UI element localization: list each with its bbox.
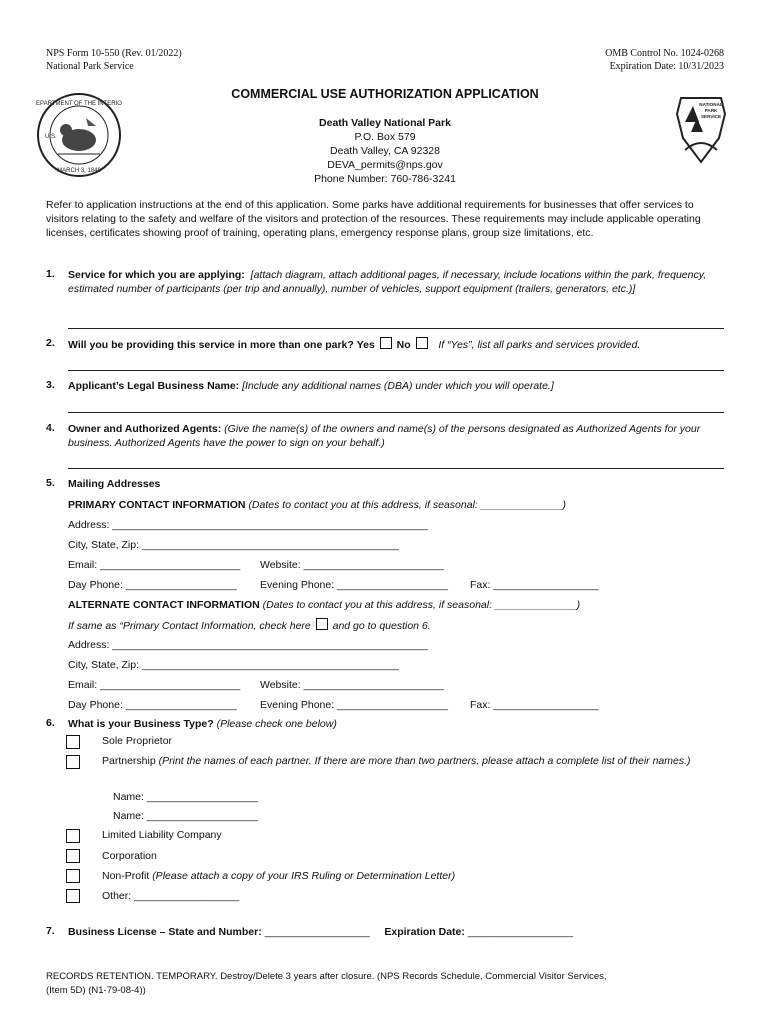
q1-hint: [attach diagram, attach additional pages, if necessary, include locations within the park, frequency, estimated number of participants (per trip and annually), number of vehicles, support equipment (trailers, generators, etc.)] xyxy=(68,269,707,295)
expiration-date: Expiration Date: 10/31/2023 xyxy=(609,61,724,72)
q5-number: 5. xyxy=(46,477,55,489)
q1-text xyxy=(68,268,728,296)
q2-yes-checkbox[interactable] xyxy=(380,337,392,349)
primary-fax-field[interactable]: Fax: __________________ xyxy=(470,579,599,591)
omb-control: OMB Control No. 1024-0268 xyxy=(605,48,724,59)
svg-text:SERVICE: SERVICE xyxy=(700,114,722,119)
license-expiration-field[interactable]: __________________ xyxy=(467,926,573,938)
q1-label: Service for which you are applying: xyxy=(68,269,245,281)
same-as-primary-checkbox[interactable] xyxy=(316,618,328,630)
llc-label: Limited Liability Company xyxy=(102,829,222,841)
q4-number: 4. xyxy=(46,422,55,434)
svg-text:NATIONAL: NATIONAL xyxy=(699,102,723,107)
q3-hint: [Include any additional names (DBA) under which you will operate.] xyxy=(242,380,554,392)
sole-proprietor-checkbox[interactable] xyxy=(66,735,80,749)
q1-answer-line[interactable] xyxy=(68,328,724,329)
primary-evening-phone-field[interactable]: Evening Phone: ___________________ xyxy=(260,579,449,591)
llc-checkbox[interactable] xyxy=(66,829,80,843)
park-email: DEVA_permits@nps.gov xyxy=(327,159,443,171)
primary-city-field[interactable]: City, State, Zip: ____________________________________________ xyxy=(68,539,399,551)
q4-hint: (Give the name(s) of the owners and name(s) of the persons designated as Authorized Agents for your business. Authorized Agents have the power to sign on your behalf.) xyxy=(68,423,701,449)
alternate-day-phone-field[interactable]: Day Phone: ___________________ xyxy=(68,699,237,711)
park-address-block xyxy=(0,116,770,186)
primary-contact-hint: (Dates to contact you at this address, if seasonal: ______________) xyxy=(248,499,566,511)
alternate-contact-heading xyxy=(68,598,580,612)
q4-text xyxy=(68,422,728,450)
partnership-checkbox[interactable] xyxy=(66,755,80,769)
non-profit-text xyxy=(102,869,455,883)
q7-text xyxy=(68,925,573,939)
partnership-hint: (Print the names of each partner. If there are more than two partners, please attach a complete list of their names.) xyxy=(158,755,691,767)
partner-name-2-field[interactable]: Name: ___________________ xyxy=(113,810,258,822)
partner-name-1-field[interactable]: Name: ___________________ xyxy=(113,791,258,803)
park-name: Death Valley National Park xyxy=(319,117,451,129)
same-as-primary-row xyxy=(68,618,431,633)
q2-text xyxy=(68,337,640,352)
q3-text xyxy=(68,379,554,393)
partnership-text xyxy=(102,754,712,768)
q1-number: 1. xyxy=(46,268,55,280)
footer-line-2: (Item 5D) (N1-79-08-4)) xyxy=(46,985,146,996)
q2-no-checkbox[interactable] xyxy=(416,337,428,349)
same-as-primary-goto: and go to question 6. xyxy=(332,620,431,632)
q2-hint: If “Yes”, list all parks and services provided. xyxy=(438,339,641,351)
q7-label: Business License – State and Number: xyxy=(68,926,262,938)
non-profit-hint: (Please attach a copy of your IRS Ruling or Determination Letter) xyxy=(152,870,456,882)
q2-label: Will you be providing this service in more than one park? xyxy=(68,339,354,351)
agency-name: National Park Service xyxy=(46,61,134,72)
svg-text:PARK: PARK xyxy=(704,108,718,113)
same-as-primary-text: If same as “Primary Contact Information, check here xyxy=(68,620,311,632)
sole-proprietor-label: Sole Proprietor xyxy=(102,735,173,747)
primary-address-field[interactable]: Address: ______________________________________________________ xyxy=(68,519,428,531)
svg-text:U.S.: U.S. xyxy=(45,134,57,140)
park-phone: Phone Number: 760-786-3241 xyxy=(314,173,456,185)
q3-answer-line[interactable] xyxy=(68,412,724,413)
primary-contact-title: PRIMARY CONTACT INFORMATION xyxy=(68,499,246,511)
svg-text:MARCH 3, 1849: MARCH 3, 1849 xyxy=(57,168,101,174)
alternate-fax-field[interactable]: Fax: __________________ xyxy=(470,699,599,711)
q2-number: 2. xyxy=(46,337,55,349)
q6-hint: (Please check one below) xyxy=(216,718,337,730)
alternate-website-field[interactable]: Website: ________________________ xyxy=(260,679,444,691)
q6-number: 6. xyxy=(46,717,55,729)
alternate-email-field[interactable]: Email: ________________________ xyxy=(68,679,241,691)
footer-line-1: RECORDS RETENTION. TEMPORARY. Destroy/Delete 3 years after closure. (NPS Records Schedule, Commercial Visitor Services, xyxy=(46,971,607,982)
alternate-contact-title: ALTERNATE CONTACT INFORMATION xyxy=(68,599,260,611)
corporation-label: Corporation xyxy=(102,850,157,862)
q2-no-label: No xyxy=(396,339,411,351)
other-checkbox[interactable] xyxy=(66,889,80,903)
form-number: NPS Form 10-550 (Rev. 01/2022) xyxy=(46,48,182,59)
records-retention-note xyxy=(46,970,607,998)
primary-email-field[interactable]: Email: ________________________ xyxy=(68,559,241,571)
corporation-checkbox[interactable] xyxy=(66,849,80,863)
business-license-field[interactable]: __________________ xyxy=(264,926,370,938)
non-profit-label: Non-Profit xyxy=(102,870,150,882)
alternate-city-field[interactable]: City, State, Zip: ____________________________________________ xyxy=(68,659,399,671)
alternate-address-field[interactable]: Address: ______________________________________________________ xyxy=(68,639,428,651)
q3-label: Applicant’s Legal Business Name: xyxy=(68,380,240,392)
q4-answer-line[interactable] xyxy=(68,468,724,469)
alternate-contact-hint: (Dates to contact you at this address, if seasonal: ______________) xyxy=(262,599,581,611)
other-field[interactable]: Other: __________________ xyxy=(102,890,240,902)
partnership-label: Partnership xyxy=(102,755,156,767)
q2-yes-label: Yes xyxy=(356,339,375,351)
q6-text xyxy=(68,717,337,731)
q4-label: Owner and Authorized Agents: xyxy=(68,423,222,435)
q2-answer-line[interactable] xyxy=(68,370,724,371)
q3-number: 3. xyxy=(46,379,55,391)
page-title: COMMERCIAL USE AUTHORIZATION APPLICATION xyxy=(231,87,539,101)
primary-website-field[interactable]: Website: ________________________ xyxy=(260,559,444,571)
intro-paragraph: Refer to application instructions at the end of this application. Some parks have additional requirements for businesses that offer services to visitors relating to the safety and welfare of the visitors and protection of the resources. These requirements may include applicable operating licenses, certificates showing proof of training, operating plans, emergency response plans, group size limitations, etc. xyxy=(46,199,701,239)
q7-number: 7. xyxy=(46,925,55,937)
q7-expiration-label: Expiration Date: xyxy=(384,926,465,938)
alternate-evening-phone-field[interactable]: Evening Phone: ___________________ xyxy=(260,699,449,711)
primary-contact-heading xyxy=(68,498,566,512)
primary-day-phone-field[interactable]: Day Phone: ___________________ xyxy=(68,579,237,591)
park-city: Death Valley, CA 92328 xyxy=(330,145,440,157)
q6-label: What is your Business Type? xyxy=(68,718,214,730)
non-profit-checkbox[interactable] xyxy=(66,869,80,883)
svg-text:DEPARTMENT OF THE INTERIOR: DEPARTMENT OF THE INTERIOR xyxy=(36,101,122,107)
q5-label: Mailing Addresses xyxy=(68,478,161,490)
park-po-box: P.O. Box 579 xyxy=(354,131,416,143)
